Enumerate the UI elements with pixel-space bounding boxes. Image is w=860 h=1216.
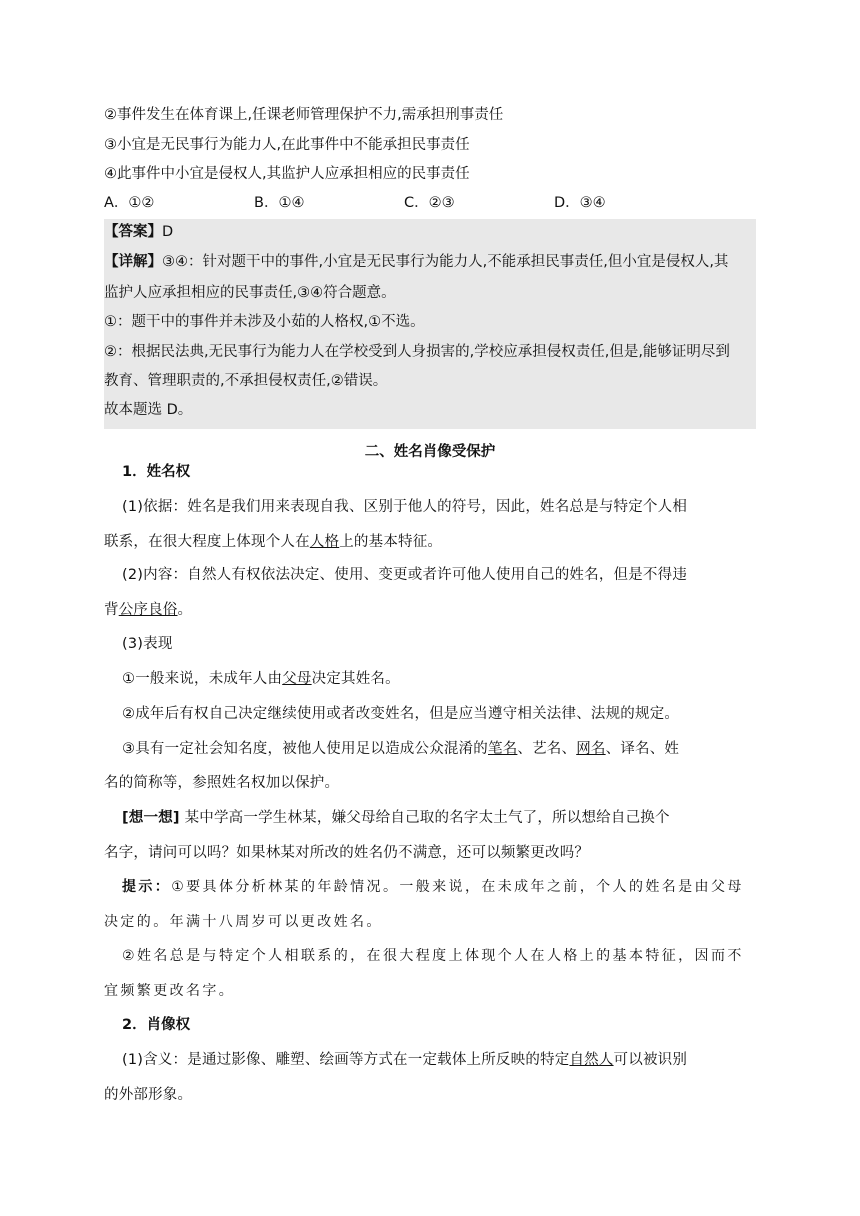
answer-line: 【答案】D [104, 224, 174, 240]
question-option-4: ④此事件中小宜是侵权人,其监护人应承担相应的民事责任 [104, 166, 470, 182]
choice-d: D．③④ [554, 195, 606, 211]
think-line-2: 名字，请问可以吗？如果林某对所改的姓名仍不满意，还可以频繁更改吗？ [104, 845, 590, 861]
item-3a: ③具有一定社会知名度，被他人使用足以造成公众混淆的笔名、艺名、网名、译名、姓 [122, 741, 680, 757]
question-option-2: ②事件发生在体育课上,任课老师管理保护不力,需承担刑事责任 [104, 107, 504, 123]
para-basis-1: (1)依据：姓名是我们用来表现自我、区别于他人的符号，因此，姓名总是与特定个人相 [122, 499, 688, 515]
hint-line-3: ②姓名总是与特定个人相联系的，在很大程度上体现个人在人格上的基本特征，因而不 [122, 948, 744, 964]
item-3b: 名的简称等，参照姓名权加以保护。 [104, 775, 340, 791]
para-meaning-1: (1)含义：是通过影像、雕塑、绘画等方式在一定载体上所反映的特定自然人可以被识别 [122, 1052, 688, 1068]
item-1: ①一般来说，未成年人由父母决定其姓名。 [122, 671, 400, 687]
heading-portrait-right: 2．肖像权 [122, 1017, 191, 1033]
choice-a: A．①② [104, 195, 155, 211]
para-meaning-2: 的外部形象。 [104, 1087, 193, 1103]
hint-line-1: 提示：①要具体分析林某的年龄情况。一般来说，在未成年之前，个人的姓名是由父母 [122, 879, 744, 895]
detail-line-2: 监护人应承担相应的民事责任,③④符合题意。 [104, 285, 396, 301]
para-content-1: (2)内容：自然人有权依法决定、使用、变更或者许可他人使用自己的姓名，但是不得违 [122, 567, 688, 583]
para-content-2: 背公序良俗。 [104, 602, 193, 618]
underline-pen-name: 笔名 [488, 741, 518, 757]
detail-line-1: 【详解】③④：针对题干中的事件,小宜是无民事行为能力人,不能承担民事责任,但小宜是侵权人,其 [104, 254, 729, 270]
para-basis-2: 联系，在很大程度上体现个人在人格上的基本特征。 [104, 534, 443, 550]
item-2: ②成年后有权自己决定继续使用或者改变姓名，但是应当遵守相关法律、法规的规定。 [122, 706, 680, 722]
answer-choices [104, 193, 756, 213]
hint-line-4: 宜频繁更改名字。 [104, 983, 236, 999]
detail-line-4: ②：根据民法典,无民事行为能力人在学校受到人身损害的,学校应承担侵权责任,但是,能够证明尽到 [104, 344, 730, 360]
conclusion-line: 故本题选 D。 [104, 402, 193, 418]
underline-public-order: 公序良俗 [118, 602, 178, 618]
choice-b: B．①④ [254, 195, 305, 211]
think-line-1: [想一想] 某中学高一学生林某，嫌父母给自己取的名字太土气了，所以想给自己换个 [122, 810, 670, 826]
detail-line-3: ①：题干中的事件并未涉及小茹的人格权,①不选。 [104, 314, 425, 330]
underline-natural-person: 自然人 [569, 1052, 614, 1068]
underline-net-name: 网名 [576, 741, 606, 757]
underline-parents: 父母 [282, 671, 312, 687]
section-title: 二、姓名肖像受保护 [364, 444, 496, 460]
heading-name-right: 1．姓名权 [122, 464, 191, 480]
detail-line-5: 教育、管理职责的,不承担侵权责任,②错误。 [104, 373, 388, 389]
choice-c: C．②③ [404, 195, 455, 211]
underline-personality: 人格 [309, 534, 340, 550]
para-expression: (3)表现 [122, 636, 173, 652]
hint-line-2: 决定的。年满十八周岁可以更改姓名。 [104, 914, 383, 930]
question-option-3: ③小宜是无民事行为能力人,在此事件中不能承担民事责任 [104, 137, 470, 153]
